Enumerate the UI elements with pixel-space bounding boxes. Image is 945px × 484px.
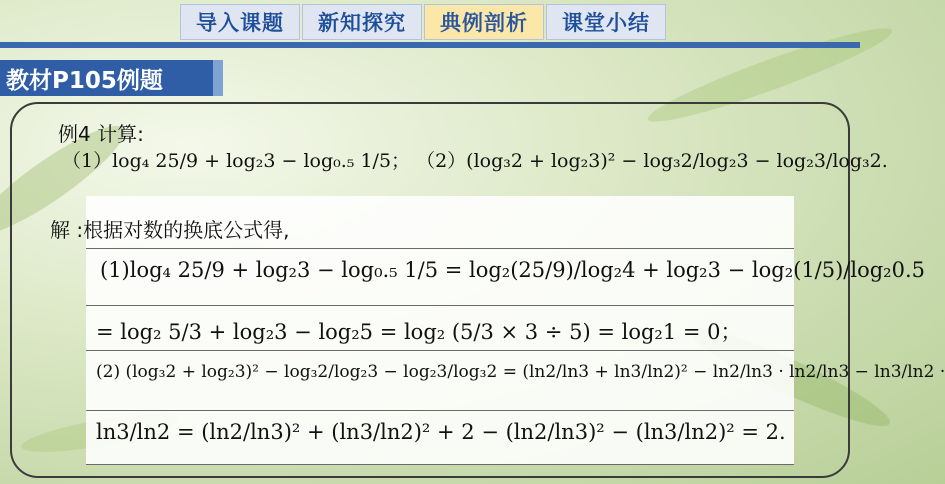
tab-summary[interactable]: 课堂小结: [546, 4, 666, 40]
ruled-line: [86, 464, 794, 465]
example-heading: 例4 计算:: [58, 122, 144, 146]
tab-examples[interactable]: 典例剖析: [424, 4, 544, 40]
ruled-line: [86, 350, 794, 351]
solution-step-4: ln3/ln2 = (ln2/ln3)² + (ln3/ln2)² + 2 − (ln2/ln3)² − (ln3/ln2)² = 2.: [96, 420, 786, 444]
section-title: 教材P105例题: [0, 60, 213, 96]
solution-intro: 解 :根据对数的换底公式得,: [50, 218, 290, 242]
ruled-line: [86, 248, 794, 249]
tab-intro[interactable]: 导入课题: [180, 4, 300, 40]
example-problems: （1）log₄ 25/9 + log₂3 − log₀.₅ 1/5； （2）(log₃2 + log₂3)² − log₃2/log₂3 − log₂3/log₃2.: [62, 150, 888, 172]
ruled-line: [86, 410, 794, 411]
ruled-line: [86, 305, 794, 306]
solution-step-1: (1)log₄ 25/9 + log₂3 − log₀.₅ 1/5 = log₂(25/9)/log₂4 + log₂3 − log₂(1/5)/log₂0.5: [100, 258, 925, 282]
solution-step-2: = log₂ 5/3 + log₂3 − log₂5 = log₂ (5/3 × 3 ÷ 5) = log₂1 = 0；: [96, 320, 742, 344]
nav-divider: [0, 42, 860, 48]
tab-new-knowledge[interactable]: 新知探究: [302, 4, 422, 40]
solution-step-3: (2) (log₃2 + log₂3)² − log₃2/log₂3 − log₂3/log₃2 = (ln2/ln3 + ln3/ln2)² − ln2/ln3 · ln2/ln3 − ln3/ln2 ·: [96, 362, 945, 382]
top-nav: [180, 4, 666, 40]
